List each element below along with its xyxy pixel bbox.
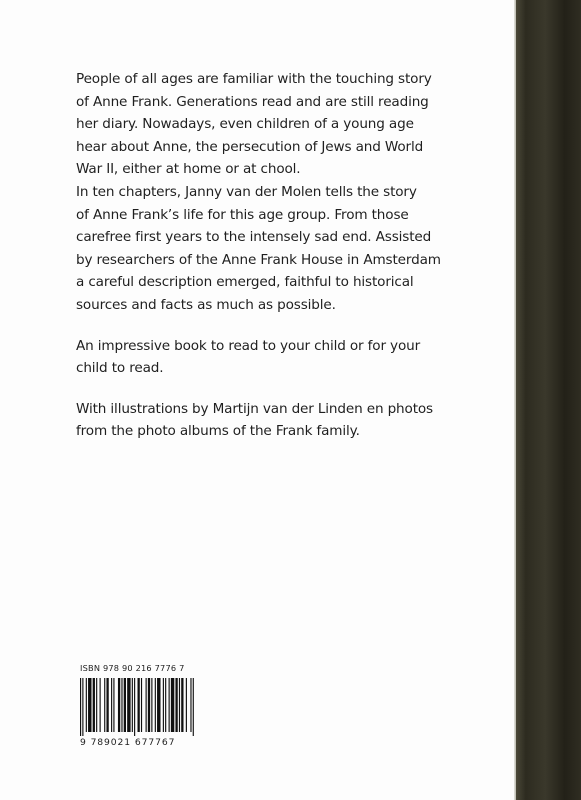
barcode-bar bbox=[132, 678, 133, 732]
barcode-bar bbox=[124, 678, 126, 732]
barcode-bar bbox=[179, 678, 180, 732]
barcode-bar bbox=[163, 678, 164, 732]
barcode-bar bbox=[157, 678, 160, 732]
barcode-bar bbox=[181, 678, 183, 732]
isbn-label: ISBN 978 90 216 7776 7 bbox=[80, 663, 185, 673]
barcode-bar bbox=[88, 678, 91, 732]
barcode-bar bbox=[171, 678, 174, 732]
barcode-bar bbox=[148, 678, 150, 732]
barcode-bar bbox=[155, 678, 156, 732]
blurb-paragraph-story: People of all ages are familiar with the touching story of Anne Frank. Generations read and are still reading her diary. Nowadays, even children of a young age hear about Anne, the persecution of Jews and World War II, either at home or at chool. In ten chapters, Janny van der Molen tells the story of Anne Frank’s life for this age group. From those carefree first years to the intensely sad end. Assisted by researchers of the Anne Frank House in Amsterdam a careful description emerged, faithful to historical sources and facts as much as possible. bbox=[76, 71, 441, 313]
barcode-bar bbox=[121, 678, 122, 732]
barcode-bar bbox=[113, 678, 114, 732]
blurb-text bbox=[76, 68, 476, 443]
barcode-bar bbox=[86, 678, 87, 732]
barcode-bar bbox=[96, 678, 97, 732]
barcode-bar bbox=[93, 678, 95, 732]
barcode-bar bbox=[82, 678, 83, 736]
barcode-bar bbox=[100, 678, 101, 732]
blurb-paragraph-recommendation: An impressive book to read to your child or for your child to read. bbox=[76, 337, 421, 377]
book-spine bbox=[516, 0, 581, 800]
barcode-bar bbox=[165, 678, 166, 732]
barcode-bar bbox=[141, 678, 142, 732]
barcode-bar bbox=[193, 678, 194, 736]
barcode-bar bbox=[118, 678, 120, 732]
barcode-image bbox=[80, 678, 195, 736]
barcode-bar bbox=[106, 678, 108, 732]
barcode-bar bbox=[138, 678, 140, 732]
barcode-bar bbox=[190, 678, 191, 732]
barcode-bar bbox=[151, 678, 152, 732]
blurb-paragraph-credits: With illustrations by Martijn van der Linden en photos from the photo albums of the Frank family. bbox=[76, 400, 433, 440]
barcode-bar bbox=[175, 678, 177, 732]
barcode-bar bbox=[111, 678, 112, 732]
barcode-digits: 9 789021 677767 bbox=[80, 737, 176, 748]
barcode-bar bbox=[146, 678, 147, 732]
barcode-bar bbox=[186, 678, 187, 732]
barcode-bar bbox=[169, 678, 170, 732]
barcode-bar bbox=[127, 678, 130, 732]
isbn-block bbox=[80, 663, 200, 748]
barcode-bar bbox=[134, 678, 135, 736]
barcode-bar bbox=[80, 678, 81, 736]
barcode-bar bbox=[104, 678, 105, 732]
